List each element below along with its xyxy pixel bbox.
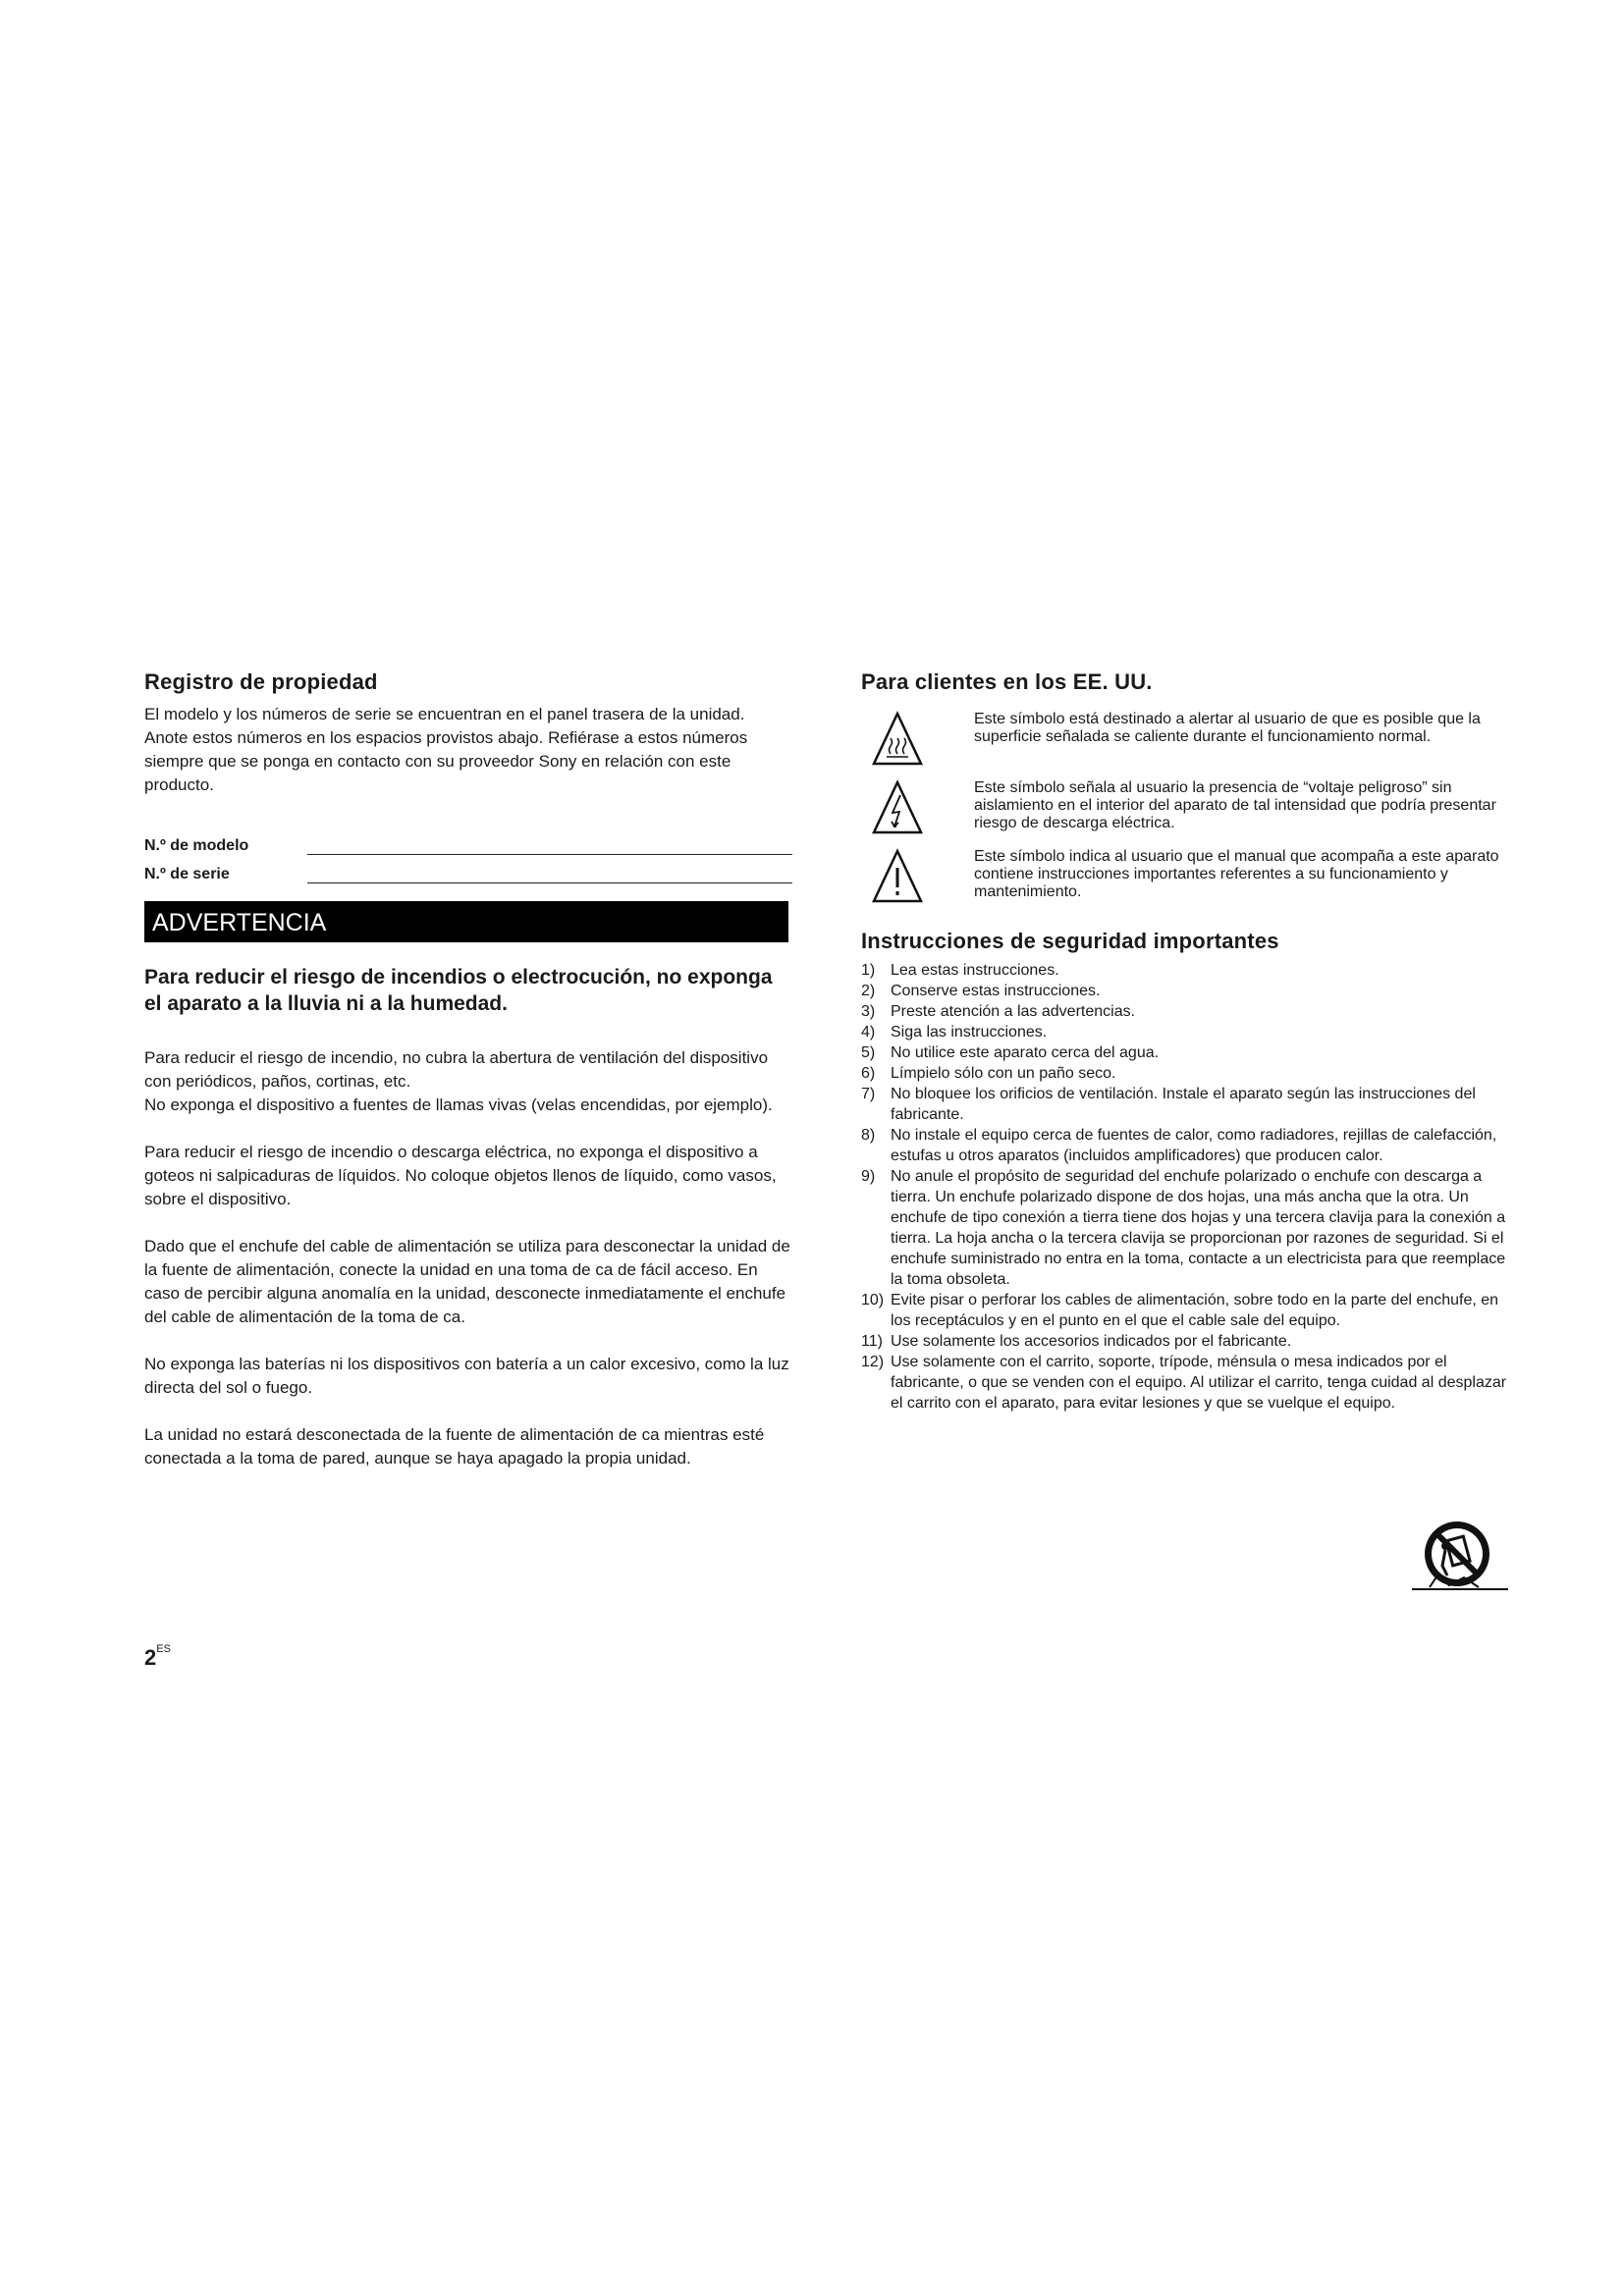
warning-paragraph-1: Para reducir el riesgo de incendio, no cubra la abertura de ventilación del dispositivo con periódicos, paños, cortinas, etc. — [144, 1048, 769, 1091]
registro-paragraph-1: El modelo y los números de serie se encuentran en el panel trasera de la unidad. — [144, 705, 745, 723]
manual-notice — [861, 848, 1509, 907]
page-number: $2^{ES}$ — [144, 1643, 171, 1670]
list-item: 7) No bloquee los orificios de ventilación. Instale el aparato según las instrucciones del fabricante. — [861, 1086, 1476, 1123]
voltage-text: Este símbolo señala al usuario la presencia de “voltaje peligroso” sin aislamiento en el interior del aparato de tal intensidad que podría presentar riesgo de descarga eléctrica. — [974, 779, 1496, 831]
serial-number-line — [307, 865, 792, 883]
exclamation-warning-icon — [861, 848, 974, 907]
hot-surface-notice — [861, 711, 1509, 770]
registro-title: Registro de propiedad — [144, 669, 378, 694]
seguridad-title: Instrucciones de seguridad importantes — [861, 929, 1279, 953]
model-number-label: N.º de modelo — [144, 837, 249, 854]
serial-number-label: N.º de serie — [144, 866, 230, 882]
warning-heading: Para reducir el riesgo de incendios o electrocución, no exponga el aparato a la lluvia ni a la humedad. — [144, 966, 773, 1015]
list-item: 3) Preste atención a las advertencias. — [861, 1003, 1136, 1020]
hot-surface-text: Este símbolo está destinado a alertar al usuario de que es posible que la superficie señalada se caliente durante el funcionamiento normal. — [974, 711, 1481, 745]
warning-paragraph-3: Dado que el enchufe del cable de alimentación se utiliza para desconectar la unidad de la fuente de alimentación, conecte la unidad en una toma de ca de fácil acceso. En caso de percibir alguna anomalía en la unidad, desconecte inmediatamente el enchufe del cable de alimentación de la toma de ca. — [144, 1237, 790, 1326]
voltage-notice — [861, 779, 1509, 838]
page-language-suffix: ES — [156, 1643, 171, 1655]
list-item: 5) No utilice este aparato cerca del agua. — [861, 1044, 1160, 1061]
list-item: 8) No instale el equipo cerca de fuentes de calor, como radiadores, rejillas de calefacción, estufas u otros aparatos (incluidos amplificadores) que producen calor. — [861, 1127, 1497, 1164]
clientes-title: Para clientes en los EE. UU. — [861, 669, 1153, 694]
model-number-line — [307, 836, 792, 855]
advertencia-banner: ADVERTENCIA — [144, 901, 788, 942]
model-number-field — [144, 827, 792, 855]
list-item: 2) Conserve estas instrucciones. — [861, 983, 1101, 999]
safety-instructions-list — [861, 960, 1509, 1414]
list-item: 4) Siga las instrucciones. — [861, 1024, 1048, 1041]
list-item: 12) Use solamente con el carrito, soporte, trípode, ménsula o mesa indicados por el fabricante, o que se venden con el equipo. Al utilizar el carrito, tenga cuidad al desplazar el carrito con el aparato, para evitar lesiones y que se vuelque el equipo. — [861, 1354, 1507, 1412]
lightning-warning-icon — [861, 779, 974, 838]
registro-paragraph-2: Anote estos números en los espacios provistos abajo. Refiérase a estos números siempre que se ponga en contacto con su proveedor Sony en relación con este producto. — [144, 728, 748, 794]
warning-paragraph-5: La unidad no estará desconectada de la fuente de alimentación de ca mientras esté conectada a la toma de pared, aunque se haya apagado la propia unidad. — [144, 1425, 765, 1468]
cart-tip-over-warning-icon — [1410, 1517, 1510, 1595]
warning-paragraph-4: No exponga las baterías ni los dispositivos con batería a un calor excesivo, como la luz directa del sol o fuego. — [144, 1355, 789, 1397]
list-item: 1) Lea estas instrucciones. — [861, 962, 1059, 979]
hot-surface-warning-icon — [861, 711, 974, 770]
left-column — [144, 669, 792, 1470]
list-item: 11) Use solamente los accesorios indicados por el fabricante. — [861, 1333, 1292, 1350]
warning-paragraph-2: Para reducir el riesgo de incendio o descarga eléctrica, no exponga el dispositivo a goteos ni salpicaduras de líquidos. No coloque objetos llenos de líquido, como vasos, sobre el dispositivo. — [144, 1143, 777, 1208]
serial-number-field — [144, 855, 792, 883]
warning-paragraph-1b: No exponga el dispositivo a fuentes de llamas vivas (velas encendidas, por ejemplo). — [144, 1095, 773, 1114]
list-item: 6) Límpielo sólo con un paño seco. — [861, 1065, 1116, 1082]
manual-text: Este símbolo indica al usuario que el manual que acompaña a este aparato contiene instrucciones importantes referentes a su funcionamiento y mantenimiento. — [974, 848, 1499, 900]
list-item: 9) No anule el propósito de seguridad del enchufe polarizado o enchufe con descarga a tierra. Un enchufe polarizado dispone de dos hojas, una más ancha que la otra. Un enchufe de tipo conexión a tierra tiene dos hojas y una tercera clavija para la conexión a tierra. La hoja ancha o la tercera clavija se proporcionan por razones de seguridad. Si el enchufe suministrado no entra en la toma, contacte a un electricista para que reemplace la toma obsoleta. — [861, 1168, 1506, 1288]
right-column — [861, 669, 1509, 1414]
list-item: 10) Evite pisar o perforar los cables de alimentación, sobre todo en la parte del enchufe, en los receptáculos y en el punto en el que el cable sale del equipo. — [861, 1292, 1499, 1329]
